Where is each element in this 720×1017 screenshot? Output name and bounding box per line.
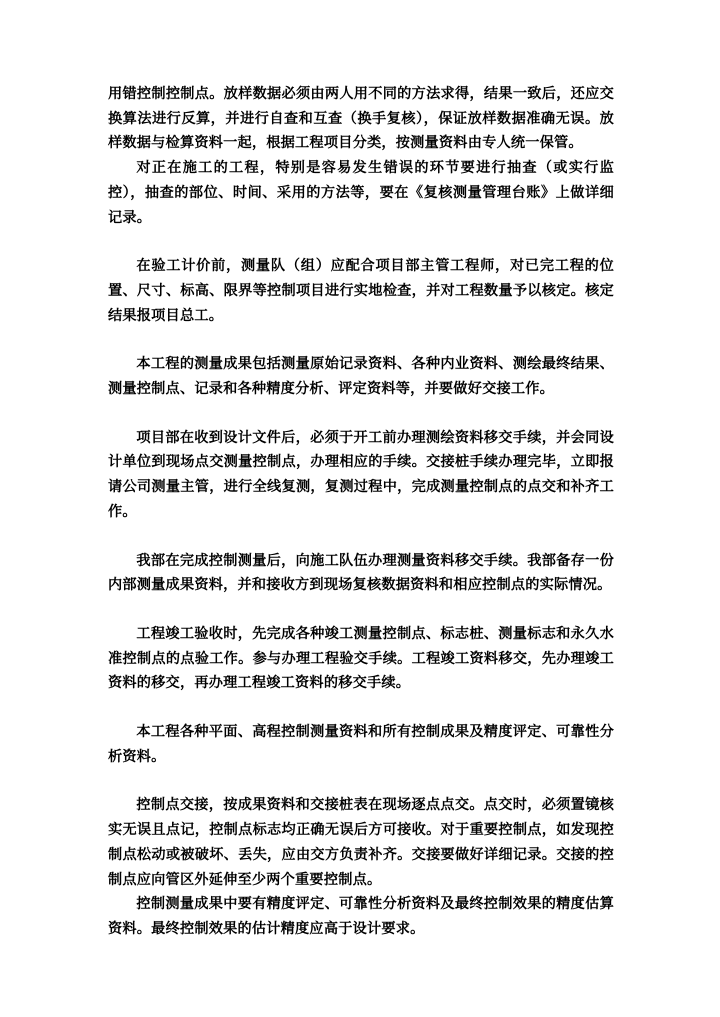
paragraph-9: 控制点交接，按成果资料和交接桩表在现场逐点点交。点交时，必须置镜核实无误且点记，控制点标志均正确无误后方可接收。对于重要控制点，如发现控制点松动或被破坏、丢失，应由交方负责补齐。交接要做好详细记录。交接的控制点应向管区外延伸至少两个重要控制点。	[108, 797, 614, 888]
paragraph-3: 在验工计价前，测量队（组）应配合项目部主管工程师，对已完工程的位置、尺寸、标高、限界等控制项目进行实地检查，并对工程数量予以核定。核定结果报项目总工。	[108, 258, 614, 324]
paragraph-4: 本工程的测量成果包括测量原始记录资料、各种内业资料、测绘最终结果、测量控制点、记录和各种精度分析、评定资料等，并要做好交接工作。	[108, 356, 614, 398]
document-page	[108, 82, 614, 942]
paragraph-2: 对正在施工的工程，特别是容易发生错误的环节要进行抽查（或实行监控），抽查的部位、时间、采用的方法等，要在《复核测量管理台账》上做详细记录。	[108, 160, 614, 226]
paragraph-8: 本工程各种平面、高程控制测量资料和所有控制成果及精度评定、可靠性分析资料。	[108, 724, 614, 765]
paragraph-6: 我部在完成控制测量后，向施工队伍办理测量资料移交手续。我部备存一份内部测量成果资料，并和接收方到现场复核数据资料和相应控制点的实际情况。	[108, 552, 614, 594]
paragraph-1: 用错控制控制点。放样数据必须由两人用不同的方法求得，结果一致后，还应交换算法进行反算，并进行自查和互查（换手复核），保证放样数据准确无误。放样数据与检算资料一起，根据工程项目分类，按测量资料由专人统一保管。	[108, 86, 614, 152]
paragraph-5: 项目部在收到设计文件后，必须于开工前办理测绘资料移交手续，并会同设计单位到现场点交测量控制点，办理相应的手续。交接桩手续办理完毕，立即报请公司测量主管，进行全线复测，复测过程中，完成测量控制点的点交和补齐工作。	[108, 429, 614, 520]
paragraph-10: 控制测量成果中要有精度评定、可靠性分析资料及最终控制效果的精度估算资料。最终控制效果的估计精度应高于设计要求。	[108, 896, 614, 937]
paragraph-7: 工程竣工验收时，先完成各种竣工测量控制点、标志桩、测量标志和永久水准控制点的点验工作。参与办理工程验交手续。工程竣工资料移交，先办理竣工资料的移交，再办理工程竣工资料的移交手续。	[108, 625, 614, 692]
